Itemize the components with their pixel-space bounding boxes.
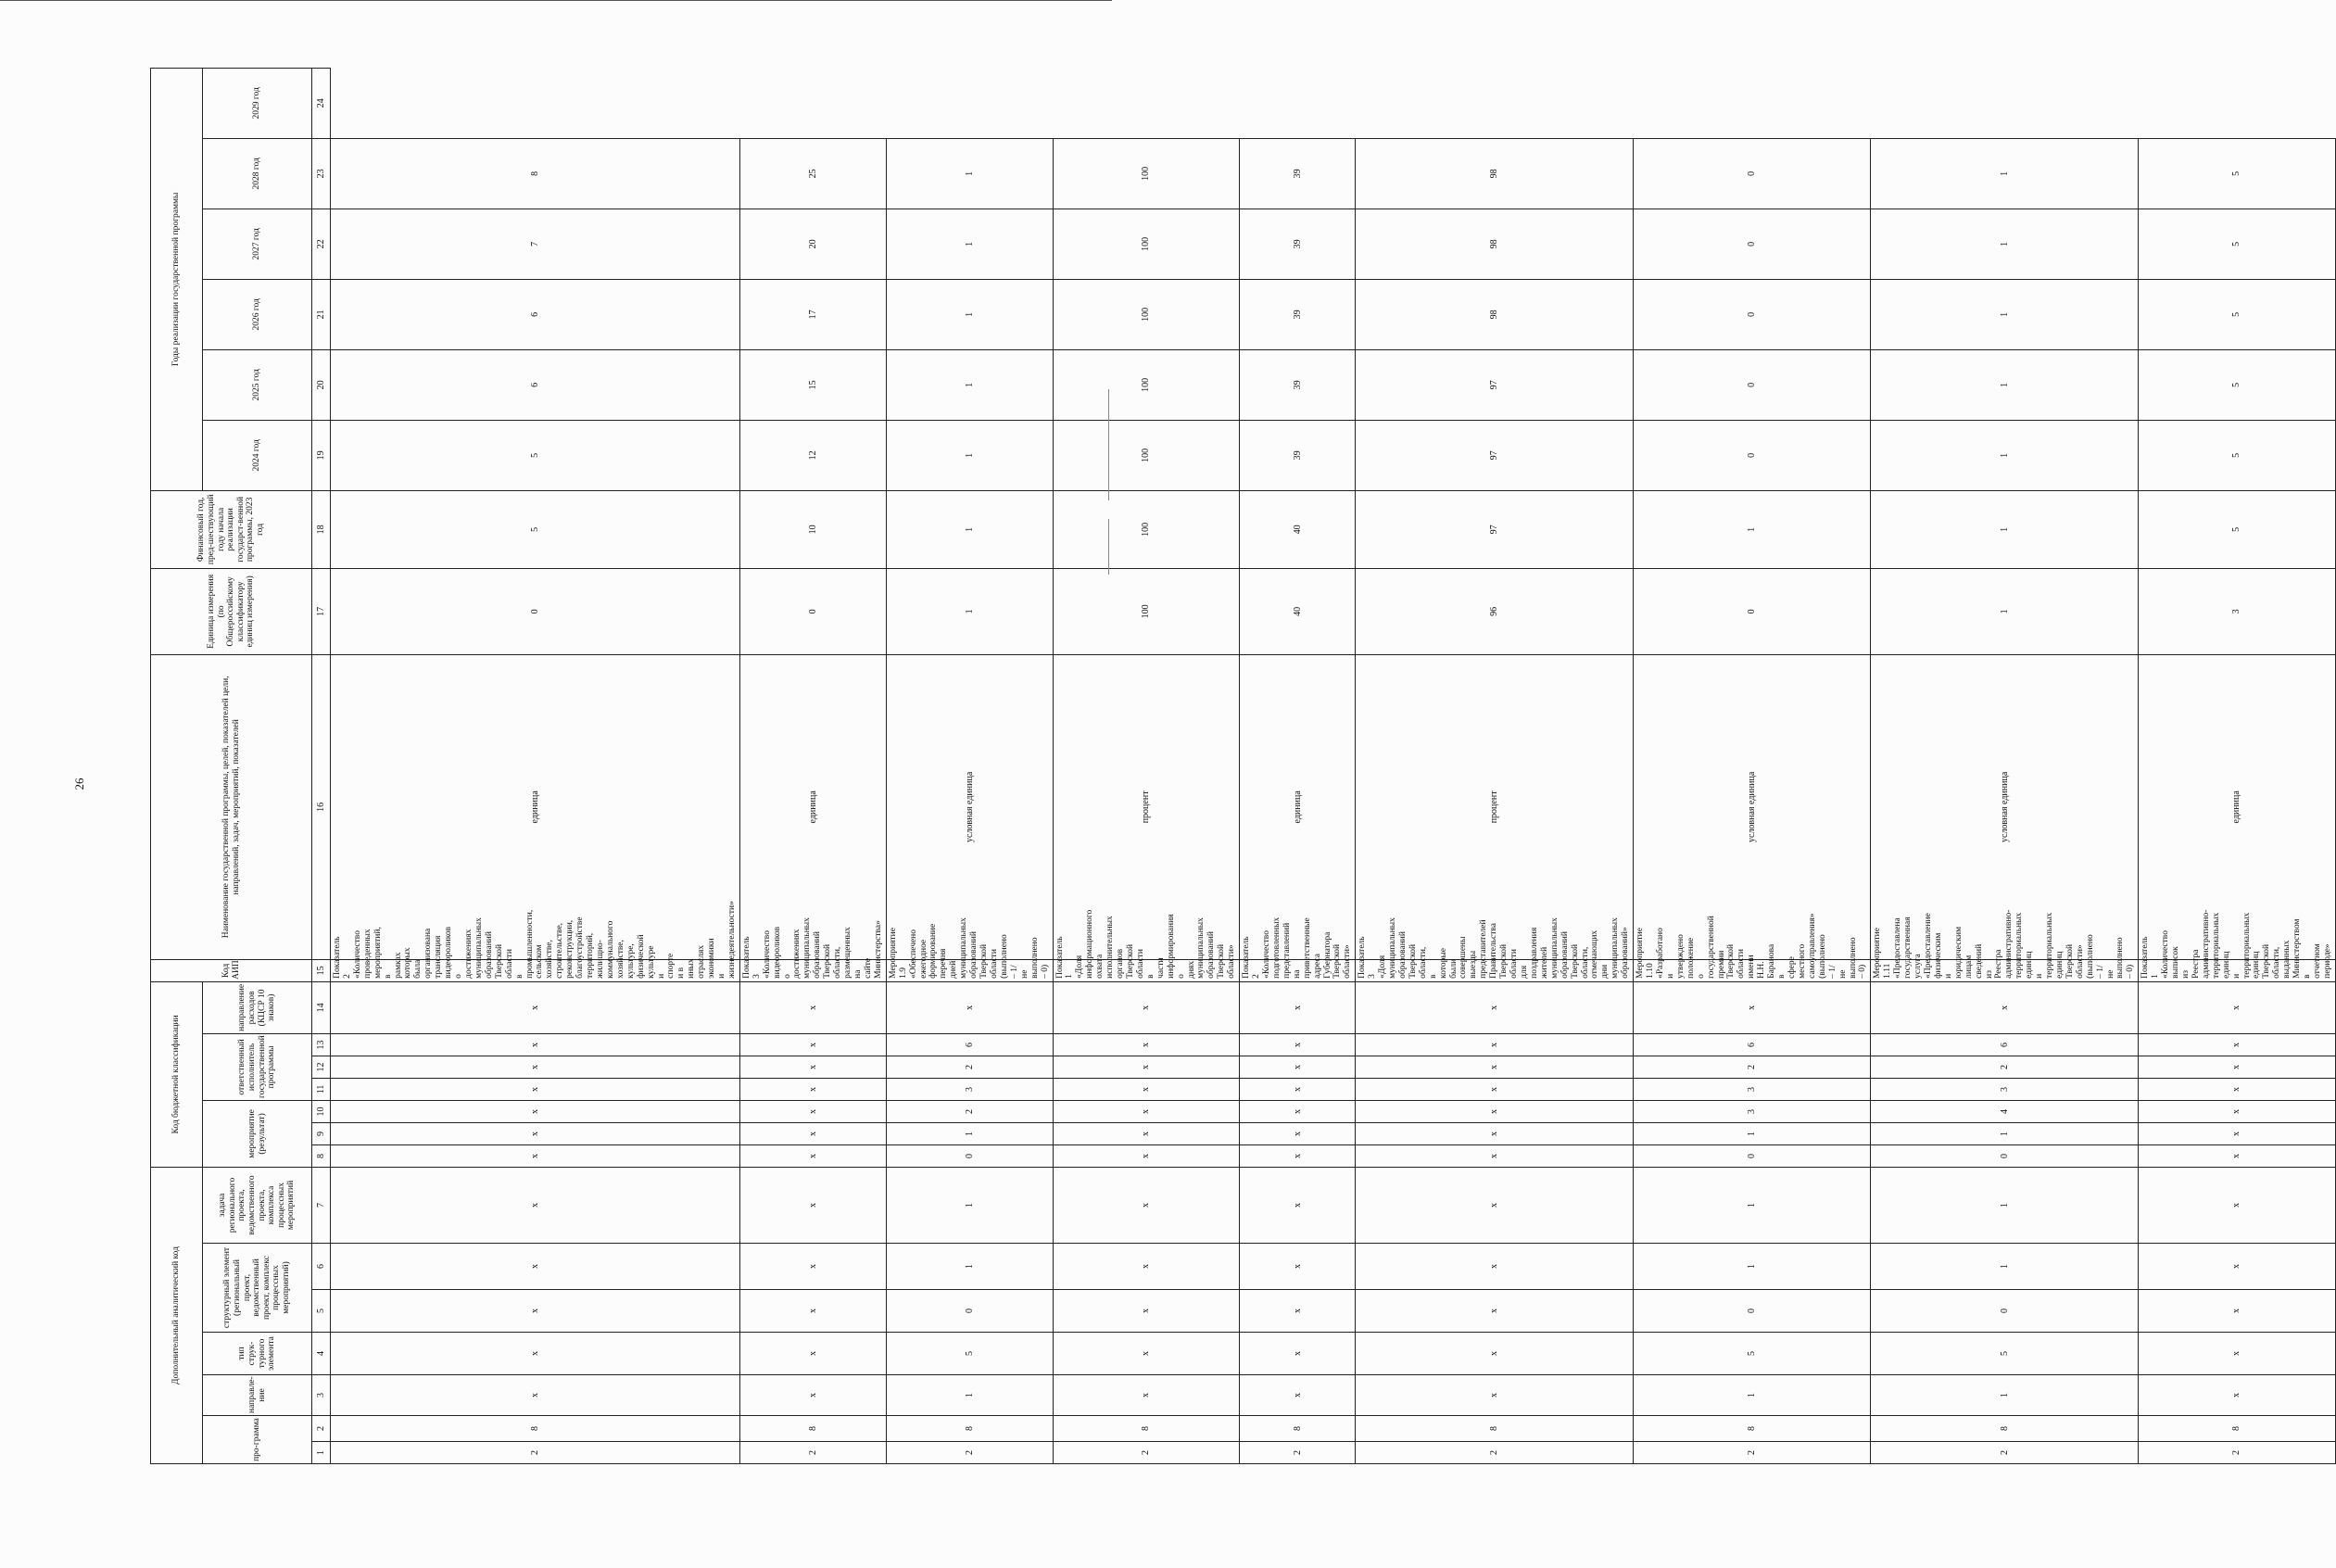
code-cell: 2 [1240,1442,1356,1464]
code-cell: х [1053,1100,1240,1122]
header-measure: мероприятие (результат) [203,1100,312,1167]
code-cell: 8 [1240,1416,1356,1442]
code-cell: 8 [1871,1416,2139,1442]
name-cell: Показатель 3 «Доля муниципальных образований Тверской области, в которые были совершены выезды представителей Правительства Тверской области для поздравления жителей муниципальных образований Тверской области, отмечающих дни муниципальных образований» [1356,959,1634,981]
code-cell: х [1240,1244,1356,1290]
name-cell: Показатель 3 «Количество видеороликов о достижениях муниципальных образований Тверской области, размещенных на сайте Министерства» [739,959,886,981]
column-number: 8 [312,1144,331,1167]
code-cell: 5 [1634,1333,1871,1375]
code-cell: х [1240,1167,1356,1243]
table-row [1871,68,2139,1463]
year-value-cell: 5 [2139,138,2336,209]
year-value-cell: 15 [739,349,886,420]
code-cell: х [1240,1375,1356,1416]
code-cell: х [2139,1167,2336,1243]
code-cell: 0 [886,1290,1053,1333]
header-aip-code: Код АИП [151,959,312,981]
aip-cell: х [739,981,886,1033]
code-cell: 6 [1871,1033,2139,1056]
year-value-cell: 97 [1356,349,1634,420]
unit-cell: условная единица [886,654,1053,959]
column-number: 15 [312,959,331,981]
code-cell: 2 [1356,1442,1634,1464]
code-cell: х [739,1375,886,1416]
header-direction: направле-ние [203,1375,312,1416]
name-cell: Показатель 1 «Количество выписок из Реестра административно-территориальных единиц и территориальных единиц Тверской области, выданных Министерством в отчетном периоде» [2139,959,2336,981]
code-cell: х [1356,1122,1634,1144]
column-number: 5 [312,1290,331,1333]
year-value-cell: 1 [1871,279,2139,349]
aip-cell: х [1356,981,1634,1033]
table-row [1634,68,1871,1463]
code-cell: х [2139,1333,2336,1375]
table-row [1356,68,1634,1463]
aip-cell: х [2139,981,2336,1033]
aip-cell: х [886,981,1053,1033]
indicator-table [150,68,2336,1464]
code-cell: 1 [886,1244,1053,1290]
header-executor: ответственный исполнитель государственной программы [203,1033,312,1100]
header-year-2028: 2028 год [203,138,312,209]
code-cell: х [1053,1144,1240,1167]
code-cell: х [1356,1167,1634,1243]
year-value-cell: 6 [331,349,740,420]
year-value-cell: 97 [1356,420,1634,490]
unit-cell: единица [1240,654,1356,959]
year-value-cell: 0 [1634,209,1871,279]
code-cell: х [331,1290,740,1333]
code-cell: 5 [1871,1333,2139,1375]
code-cell: х [2139,1056,2336,1078]
code-cell: 8 [1356,1416,1634,1442]
code-cell: 3 [1634,1078,1871,1100]
name-cell: Показатель 2 «Количество проведенных мероприятий, в рамках которых была организована трансляция видеороликов о достижениях муниципальных образований Тверской области в промышленности, сельском хозяйстве, строительстве, реконструкции, благоустройстве территорий, жилищно-коммунального хозяйстве, культуре, физической культуре и спорте и в иных отраслях экономики и жизнедеятельности» [331,959,740,981]
year-value-cell: 10 [739,490,886,568]
code-cell: х [1240,1144,1356,1167]
header-years-group: Годы реализации государственной программы [151,68,203,490]
code-cell: 2 [886,1100,1053,1122]
year-value-cell: 5 [331,420,740,490]
year-value-cell: 17 [739,279,886,349]
header-additional-code: Дополнительный аналитический код [151,1167,203,1463]
code-cell: х [331,1375,740,1416]
column-number: 18 [312,490,331,568]
header-expense-direction: направление расходов (КЦСР 10 знаков) [203,981,312,1033]
code-cell: х [1356,1290,1634,1333]
aip-cell: х [1053,981,1240,1033]
code-cell: х [1240,1056,1356,1078]
code-cell: 2 [331,1442,740,1464]
base-year-cell: 0 [331,568,740,654]
year-value-cell: 1 [1871,420,2139,490]
code-cell: х [1053,1056,1240,1078]
code-cell: х [1356,1078,1634,1100]
code-cell: х [739,1122,886,1144]
code-cell: 2 [886,1056,1053,1078]
year-value-cell: 25 [739,138,886,209]
code-cell: х [1356,1056,1634,1078]
code-cell: 5 [886,1333,1053,1375]
year-value-cell: 1 [1871,349,2139,420]
code-cell: 0 [886,1144,1053,1167]
code-cell: х [331,1333,740,1375]
year-value-cell: 0 [1634,279,1871,349]
code-cell: х [2139,1033,2336,1056]
code-cell: х [2139,1122,2336,1144]
code-cell: 0 [1871,1290,2139,1333]
code-cell: х [2139,1375,2336,1416]
code-cell: 1 [886,1375,1053,1416]
code-cell: 2 [1871,1056,2139,1078]
code-cell: х [1356,1244,1634,1290]
column-number: 14 [312,981,331,1033]
base-year-cell: 1 [886,568,1053,654]
code-cell: х [739,1290,886,1333]
base-year-cell: 0 [739,568,886,654]
code-cell: х [1240,1122,1356,1144]
year-value-cell: 1 [1871,209,2139,279]
code-cell: 1 [1871,1375,2139,1416]
code-cell: 1 [1871,1167,2139,1243]
table-row [2139,68,2336,1463]
name-cell: Мероприятие 1.11 «Предоставлена государственная услуга «Предоставление физическим и юридическим лицам сведений из Реестра административно-территориальных единиц и территориальных единиц Тверской области» (выполнено – 1/не выполнено – 0) [1871,959,2139,981]
unit-cell: процент [1356,654,1634,959]
code-cell: 1 [1871,1244,2139,1290]
aip-cell: х [1240,981,1356,1033]
header-task: задача регионального проекта, ведомственного проекта, комплекса процессных мероприятий [203,1167,312,1243]
year-value-cell: 100 [1053,349,1240,420]
code-cell: х [739,1033,886,1056]
code-cell: х [1240,1290,1356,1333]
aip-cell: х [331,981,740,1033]
year-value-cell: 39 [1240,138,1356,209]
code-cell: х [1053,1375,1240,1416]
code-cell: х [739,1078,886,1100]
code-cell: 3 [1634,1100,1871,1122]
code-cell: х [2139,1244,2336,1290]
code-cell: 2 [2139,1442,2336,1464]
column-number: 12 [312,1056,331,1078]
header-year-2027: 2027 год [203,209,312,279]
column-number: 24 [312,68,331,138]
column-number: 22 [312,209,331,279]
year-value-cell: 100 [1053,138,1240,209]
code-cell: 0 [1871,1144,2139,1167]
code-cell: х [2139,1100,2336,1122]
column-number: 19 [312,420,331,490]
year-value-cell: 100 [1053,209,1240,279]
code-cell: х [739,1167,886,1243]
year-value-cell: 39 [1240,209,1356,279]
code-cell: х [2139,1290,2336,1333]
code-cell: х [2139,1144,2336,1167]
base-year-cell: 40 [1240,568,1356,654]
year-value-cell: 1 [886,349,1053,420]
code-cell: х [1053,1167,1240,1243]
header-budget-code: Код бюджетной классификации [151,981,203,1167]
code-cell: х [1356,1375,1634,1416]
aip-cell: х [1634,981,1871,1033]
year-value-cell: 20 [739,209,886,279]
code-cell: 3 [1871,1078,2139,1100]
code-cell: х [1240,1078,1356,1100]
code-cell: 2 [1053,1442,1240,1464]
code-cell: 1 [886,1122,1053,1144]
code-cell: х [331,1244,740,1290]
code-cell: х [331,1078,740,1100]
code-cell: х [1240,1333,1356,1375]
code-cell: 2 [1634,1442,1871,1464]
year-value-cell: 1 [886,209,1053,279]
header-name: Наименование государственной программы, целей, показателей цели, направлений, задач, мероприятий, показателей [151,654,312,959]
code-cell: х [1356,1033,1634,1056]
code-cell: 8 [886,1416,1053,1442]
name-cell: Показатель 2 «Количество подготовленных представлений на приветственные адреса Губернатора Тверской области» [1240,959,1356,981]
code-cell: 3 [886,1078,1053,1100]
code-cell: х [1240,1033,1356,1056]
unit-cell: процент [1053,654,1240,959]
year-value-cell: 1 [1871,490,2139,568]
header-element-type: тип струк-турного элемента [203,1333,312,1375]
column-number: 7 [312,1167,331,1243]
code-cell: х [331,1100,740,1122]
header-program: про-грамма [203,1416,312,1464]
code-cell: 1 [1871,1122,2139,1144]
year-value-cell: 0 [1634,420,1871,490]
year-value-cell: 98 [1356,279,1634,349]
year-value-cell: 39 [1240,279,1356,349]
code-cell: х [331,1167,740,1243]
year-value-cell: 1 [1634,490,1871,568]
header-structural-element: структурный элемент (региональный проект, ведомственный проект, комплекс процессных мероприятий) [203,1244,312,1333]
year-value-cell: 5 [2139,420,2336,490]
year-value-cell: 1 [886,420,1053,490]
year-value-cell: 5 [2139,490,2336,568]
year-value-cell: 5 [2139,279,2336,349]
code-cell: х [739,1333,886,1375]
code-cell: 1 [1634,1244,1871,1290]
unit-cell: единица [331,654,740,959]
column-number: 6 [312,1244,331,1290]
year-value-cell: 100 [1053,279,1240,349]
unit-cell: единица [739,654,886,959]
year-value-cell: 1 [1871,138,2139,209]
column-number: 23 [312,138,331,209]
base-year-cell: 3 [2139,568,2336,654]
code-cell: х [739,1100,886,1122]
unit-cell: условная единица [1634,654,1871,959]
code-cell: 2 [1634,1056,1871,1078]
header-unit: Единица измерения (по Общероссийскому классификатору единиц измерения) [151,568,312,654]
column-number: 1 [312,1442,331,1464]
code-cell: 1 [1634,1167,1871,1243]
year-value-cell: 39 [1240,349,1356,420]
header-year-2026: 2026 год [203,279,312,349]
code-cell: х [739,1244,886,1290]
name-cell: Мероприятие 1.9 «Обеспечено ежегодное формирование перечня дней муниципальных образований Тверской области (выполнено – 1/не выполнено – 0) [886,959,1053,981]
code-cell: х [1240,1100,1356,1122]
column-number: 9 [312,1122,331,1144]
table-row [331,68,740,1463]
year-value-cell: 100 [1053,420,1240,490]
year-value-cell: 97 [1356,490,1634,568]
table-row [1240,68,1356,1463]
base-year-cell: 96 [1356,568,1634,654]
year-value-cell: 98 [1356,138,1634,209]
header-year-2024: 2024 год [203,420,312,490]
code-cell: х [331,1144,740,1167]
column-number: 11 [312,1078,331,1100]
code-cell: 8 [1634,1416,1871,1442]
code-cell: х [1356,1144,1634,1167]
code-cell: 4 [1871,1100,2139,1122]
code-cell: х [331,1033,740,1056]
code-cell: 2 [1871,1442,2139,1464]
year-value-cell: 1 [886,279,1053,349]
column-number: 20 [312,349,331,420]
code-cell: х [2139,1078,2336,1100]
base-year-cell: 1 [1871,568,2139,654]
page-number: 26 [72,778,86,790]
header-year-2029: 2029 год [203,68,312,138]
column-number: 2 [312,1416,331,1442]
unit-cell: единица [2139,654,2336,959]
unit-cell: условная единица [1871,654,2139,959]
code-cell: 1 [886,1167,1053,1243]
code-cell: 8 [1053,1416,1240,1442]
code-cell: 2 [739,1442,886,1464]
table-row [739,68,886,1463]
code-cell: х [1356,1100,1634,1122]
year-value-cell: 8 [331,138,740,209]
name-cell: Показатель 1 «Доля информационного охвата исполнительных органов Тверской области в части информирования о днях муниципальных образований Тверской области» [1053,959,1240,981]
code-cell: х [739,1144,886,1167]
code-cell: 8 [331,1416,740,1442]
year-value-cell: 1 [886,138,1053,209]
code-cell: 8 [2139,1416,2336,1442]
base-year-cell: 100 [1053,568,1240,654]
column-number: 16 [312,654,331,959]
year-value-cell: 5 [2139,349,2336,420]
aip-cell: х [1871,981,2139,1033]
year-value-cell: 7 [331,209,740,279]
column-number-row [312,68,331,1463]
year-value-cell: 6 [331,279,740,349]
header-year-2025: 2025 год [203,349,312,420]
column-number: 3 [312,1375,331,1416]
year-value-cell: 98 [1356,209,1634,279]
column-number: 21 [312,279,331,349]
scan-edge-mark [1108,389,1109,500]
column-number: 4 [312,1333,331,1375]
column-number: 17 [312,568,331,654]
year-value-cell: 100 [1053,490,1240,568]
code-cell: 0 [1634,1290,1871,1333]
code-cell: 1 [1634,1122,1871,1144]
year-value-cell: 0 [1634,349,1871,420]
column-number: 10 [312,1100,331,1122]
code-cell: 6 [1634,1033,1871,1056]
code-cell: х [1053,1078,1240,1100]
year-value-cell: 12 [739,420,886,490]
year-value-cell: 0 [1634,138,1871,209]
code-cell: 8 [739,1416,886,1442]
year-value-cell: 5 [2139,209,2336,279]
rotated-table-stage [150,87,2332,1464]
year-value-cell: 40 [1240,490,1356,568]
column-number: 13 [312,1033,331,1056]
code-cell: х [739,1056,886,1078]
code-cell: 1 [1634,1375,1871,1416]
code-cell: х [1053,1033,1240,1056]
code-cell: 6 [886,1033,1053,1056]
base-year-cell: 0 [1634,568,1871,654]
code-cell: х [1053,1244,1240,1290]
code-cell: 2 [886,1442,1053,1464]
code-cell: 0 [1634,1144,1871,1167]
scan-edge-mark [0,0,1112,1]
code-cell: х [1053,1333,1240,1375]
year-value-cell: 1 [886,490,1053,568]
table-row [886,68,1053,1463]
year-value-cell: 39 [1240,420,1356,490]
table-row [1053,68,1240,1463]
code-cell: х [1356,1333,1634,1375]
header-base-year: Финансовый год, пред-шествующий году начала реализации государст-венной программы, 2023 год [151,490,312,568]
code-cell: х [1053,1122,1240,1144]
code-cell: х [331,1122,740,1144]
scan-edge-mark [1108,519,1109,575]
name-cell: Мероприятие 1.10 «Разработано и утверждено положение о государственной премии Тверской области имени Н.Н. Баранова в сфере местного самоуправления» (выполнено – 1/не выполнено – 0) [1634,959,1871,981]
year-value-cell: 5 [331,490,740,568]
code-cell: х [331,1056,740,1078]
code-cell: х [1053,1290,1240,1333]
